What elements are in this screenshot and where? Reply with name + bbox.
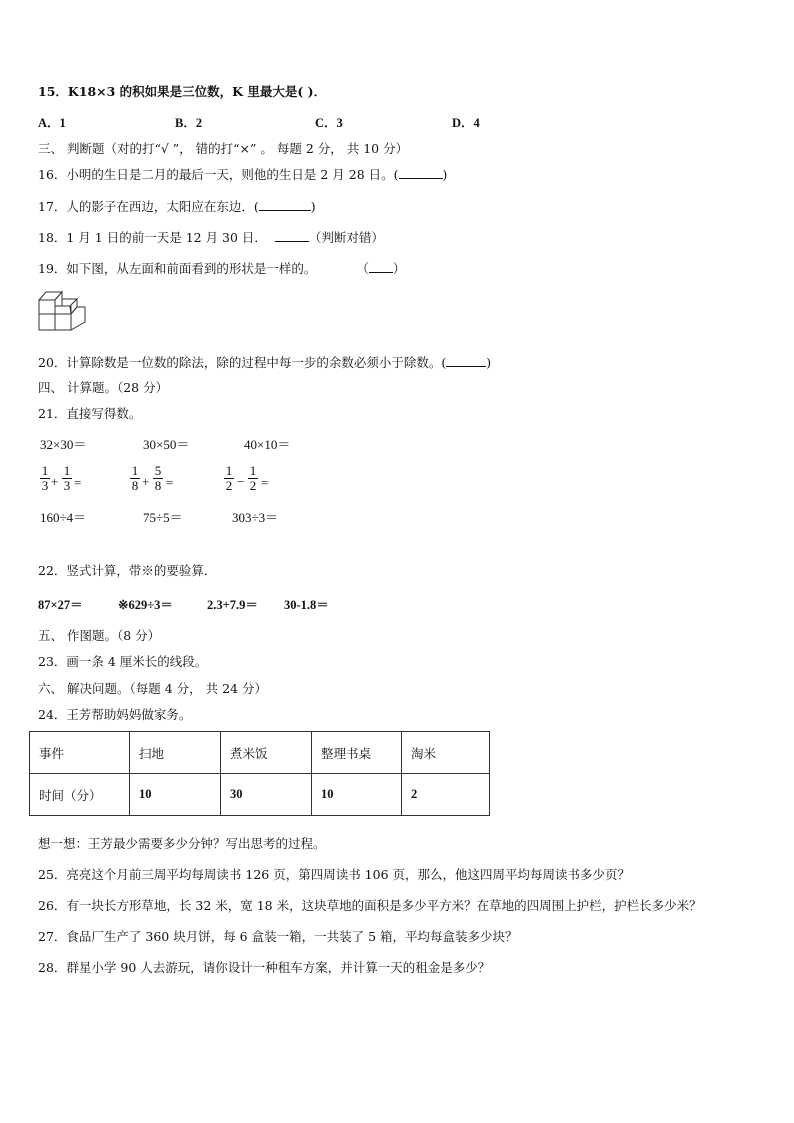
q21-frac-3-eq: = xyxy=(261,475,269,490)
q16-answer-blank[interactable] xyxy=(399,166,443,179)
q24-stem: 24．王芳帮助妈妈做家务。 xyxy=(38,707,192,722)
q19-text: 19．如下图，从左面和前面看到的形状是一样的。 xyxy=(38,261,317,276)
q21-row3-item-1: 160÷4＝ xyxy=(40,510,87,525)
q15-option-b: B．2 xyxy=(175,116,203,130)
q20-answer-blank[interactable] xyxy=(446,354,486,367)
q21-frac-1-eq: = xyxy=(74,475,82,490)
q15-option-c: C．3 xyxy=(315,116,343,130)
q17-text: 17．人的影子在西边，太阳应在东边．( xyxy=(38,199,259,214)
q21-frac-3a-denominator: 2 xyxy=(225,478,233,493)
q18-note: （判断对错） xyxy=(308,230,384,245)
q22-stem: 22．竖式计算，带※的要验算． xyxy=(38,563,217,578)
table-cell: 时间（分） xyxy=(30,774,130,816)
q18-text: 18．1 月 1 日的前一天是 12 月 30 日． xyxy=(38,230,267,245)
q17-close: ) xyxy=(310,199,316,214)
q15-stem: 15．K18×3 的积如果是三位数，K 里最大是( )． xyxy=(38,84,327,99)
q21-frac-2a-numerator: 1 xyxy=(131,463,139,478)
q25-text: 25．亮亮这个月前三周平均每周读书 126 页，第四周读书 106 页，那么，他这四周平均每周读书多少页？ xyxy=(38,867,631,882)
q18 xyxy=(38,229,384,246)
q26-text: 26．有一块长方形草地，长 32 米，宽 18 米，这块草地的面积是多少平方米？在草地的四周围上护栏，护栏长多少米？ xyxy=(38,898,702,913)
q19 xyxy=(38,260,405,277)
q23-text: 23．画一条 4 厘米长的线段。 xyxy=(38,654,208,669)
q19-open: （ xyxy=(356,261,369,276)
section-4-header: 四、 计算题。（28 分） xyxy=(38,380,169,395)
q21-row3-item-2: 75÷5＝ xyxy=(143,510,183,525)
q21-frac-1a xyxy=(40,464,50,493)
q19-answer-blank[interactable] xyxy=(369,260,393,273)
q24-question: 想一想：王芳最少需要多少分钟？写出思考的过程。 xyxy=(38,836,326,851)
q22-item-2: ※629÷3＝ xyxy=(118,598,173,612)
q21-frac-1-op: + xyxy=(51,474,59,489)
q21-frac-2-op: + xyxy=(142,474,150,489)
section-5-header: 五、 作图题。（8 分） xyxy=(38,628,161,643)
q20-close: ) xyxy=(486,355,492,370)
section-6-header: 六、 解决问题。（每题 4 分， 共 24 分） xyxy=(38,681,267,696)
q16-close: ) xyxy=(442,167,448,182)
q21-frac-2a xyxy=(130,464,140,493)
q22-item-3: 2.3+7.9＝ xyxy=(207,598,258,612)
table-row xyxy=(30,732,490,774)
table-header-cell: 淘米 xyxy=(402,732,490,774)
q21-frac-2b xyxy=(153,464,163,493)
q16-text: 16．小明的生日是二月的最后一天，则他的生日是 2 月 28 日。( xyxy=(38,167,399,182)
q28-text: 28．群星小学 90 人去游玩，请你设计一种租车方案，并计算一天的租金是多少？ xyxy=(38,960,491,975)
q22-item-4: 30-1.8＝ xyxy=(284,598,329,612)
table-header-cell: 煮米饭 xyxy=(221,732,312,774)
q20 xyxy=(38,354,491,371)
q17-answer-blank[interactable] xyxy=(259,198,311,211)
section-3-header: 三、 判断题（对的打“√ ”， 错的打“×” 。 每题 2 分， 共 10 分） xyxy=(38,141,409,156)
q21-stem: 21．直接写得数。 xyxy=(38,406,142,421)
q21-frac-3b xyxy=(248,464,258,493)
table-header-cell: 整理书桌 xyxy=(312,732,402,774)
q21-frac-1b-denominator: 3 xyxy=(63,478,71,493)
q21-frac-1a-denominator: 3 xyxy=(41,478,49,493)
q21-frac-1b-numerator: 1 xyxy=(63,463,71,478)
table-row xyxy=(30,774,490,816)
q21-frac-2b-numerator: 5 xyxy=(154,463,162,478)
q20-text: 20．计算除数是一位数的除法，除的过程中每一步的余数必须小于除数。( xyxy=(38,355,447,370)
q21-frac-1a-numerator: 1 xyxy=(41,463,49,478)
q21-frac-3b-denominator: 2 xyxy=(249,478,257,493)
q27-text: 27．食品厂生产了 360 块月饼，每 6 盒装一箱，一共装了 5 箱，平均每盒装多少块？ xyxy=(38,929,518,944)
q21-frac-1b xyxy=(62,464,72,493)
q21-frac-3-op: − xyxy=(237,474,245,489)
q21-frac-3b-numerator: 1 xyxy=(249,463,257,478)
q21-frac-2-eq: = xyxy=(166,475,174,490)
q21-frac-2b-denominator: 8 xyxy=(154,478,162,493)
table-cell: 10 xyxy=(130,774,221,816)
q24-chores-table xyxy=(29,731,490,816)
table-header-cell: 扫地 xyxy=(130,732,221,774)
q21-row3-item-3: 303÷3＝ xyxy=(232,510,279,525)
q21-row1-item-3: 40×10＝ xyxy=(244,437,291,452)
table-cell: 2 xyxy=(402,774,490,816)
table-cell: 10 xyxy=(312,774,402,816)
q19-close: ） xyxy=(392,261,406,276)
q21-frac-2a-denominator: 8 xyxy=(131,478,139,493)
q21-frac-3a-numerator: 1 xyxy=(225,463,233,478)
q18-answer-blank[interactable] xyxy=(275,229,309,242)
q16 xyxy=(38,166,447,183)
q17 xyxy=(38,198,316,215)
q21-frac-3a xyxy=(224,464,234,493)
q15-option-d: D．4 xyxy=(452,116,480,130)
table-header-cell: 事件 xyxy=(30,732,130,774)
q21-row1-item-1: 32×30＝ xyxy=(40,437,87,452)
q22-item-1: 87×27＝ xyxy=(38,598,83,612)
q19-cube-figure xyxy=(36,290,88,340)
q15-option-a: A．1 xyxy=(38,116,66,130)
q21-row1-item-2: 30×50＝ xyxy=(143,437,190,452)
table-cell: 30 xyxy=(221,774,312,816)
